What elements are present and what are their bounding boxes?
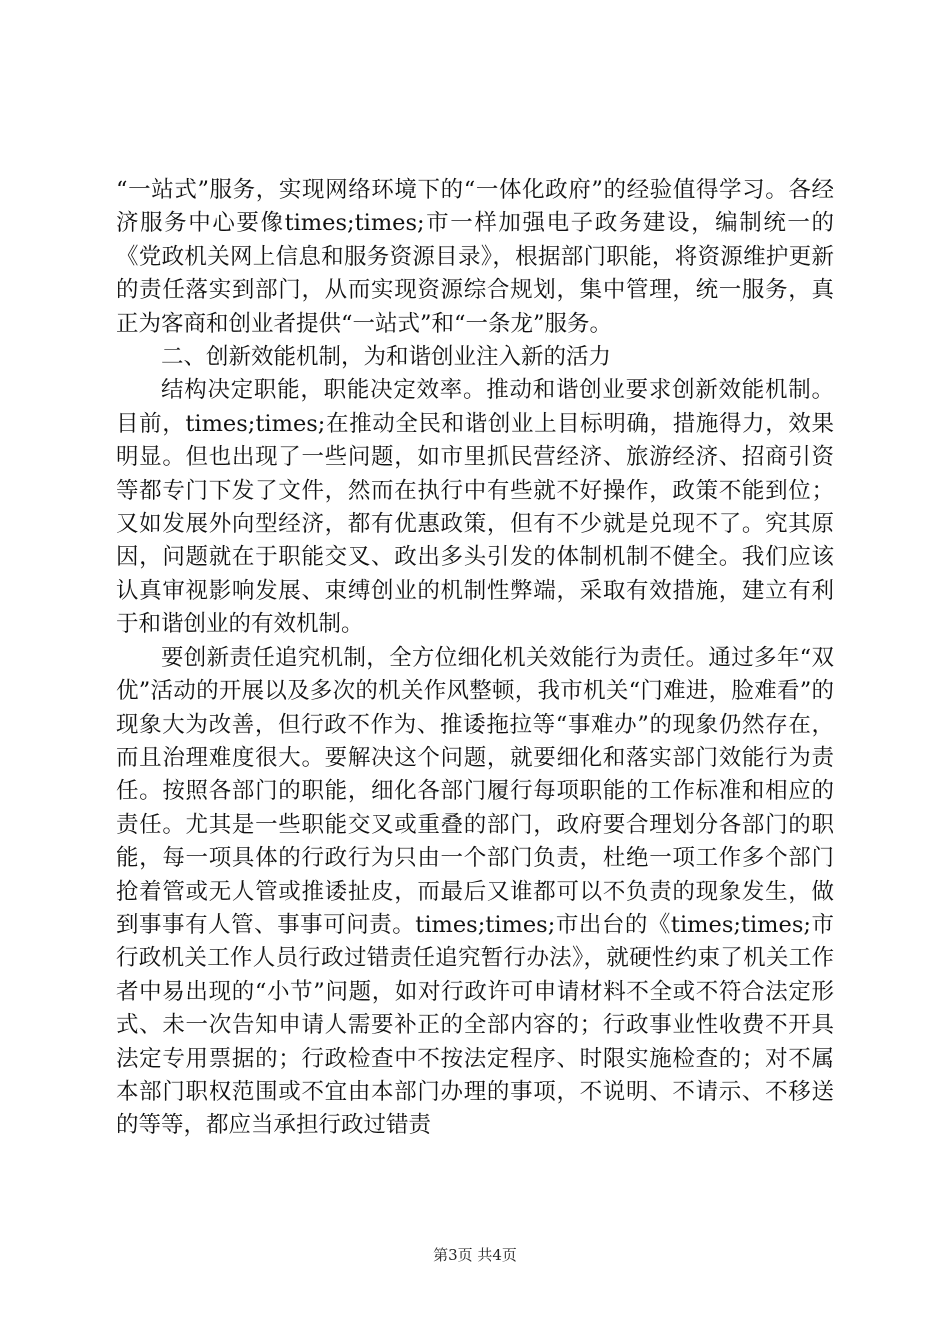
- document-body: [116, 174, 834, 1143]
- page-number-footer: 第3页 共4页: [433, 1246, 517, 1264]
- paragraph-2: 结构决定职能，职能决定效率。推动和谐创业要求创新效能机制。目前，times;times;在推动全民和谐创业上目标明确，措施得力，效果明显。但也出现了一些问题，如市里抓民营经济、旅游经济、招商引资等都专门下发了文件，然而在执行中有些就不好操作，政策不能到位；又如发展外向型经济，都有优惠政策，但有不少就是兑现不了。究其原因，问题就在于职能交叉、政出多头引发的体制机制不健全。我们应该认真审视影响发展、束缚创业的机制性弊端，采取有效措施，建立有利于和谐创业的有效机制。: [116, 377, 834, 638]
- paragraph-1: “一站式”服务，实现网络环境下的“一体化政府”的经验值得学习。各经济服务中心要像times;times;市一样加强电子政务建设，编制统一的《党政机关网上信息和服务资源目录》，根据部门职能，将资源维护更新的责任落实到部门，从而实现资源综合规划，集中管理，统一服务，真正为客商和创业者提供“一站式”和“一条龙”服务。: [116, 177, 834, 337]
- section-heading: 二、创新效能机制，为和谐创业注入新的活力: [161, 344, 612, 371]
- paragraph-3: 要创新责任追究机制，全方位细化机关效能行为责任。通过多年“双优”活动的开展以及多次的机关作风整顿，我市机关“门难进，脸难看”的现象大为改善，但行政不作为、推诿拖拉等“事难办”的现象仍然存在，而且治理难度很大。要解决这个问题，就要细化和落实部门效能行为责任。按照各部门的职能，细化各部门履行每项职能的工作标准和相应的责任。尤其是一些职能交叉或重叠的部门，政府要合理划分各部门的职能，每一项具体的行政行为只由一个部门负责，杜绝一项工作多个部门抢着管或无人管或推诿扯皮，而最后又谁都可以不负责的现象发生，做到事事有人管、事事可问责。times;times;市出台的《times;times;市行政机关工作人员行政过错责任追究暂行办法》，就硬性约束了机关工作者中易出现的“小节”问题，如对行政许可申请材料不全或不符合法定形式、未一次告知申请人需要补正的全部内容的；行政事业性收费不开具法定专用票据的；行政检查中不按法定程序、时限实施检查的；对不属本部门职权范围或不宜由本部门办理的事项，不说明、不请示、不移送的等等，都应当承担行政过错责: [116, 644, 834, 1139]
